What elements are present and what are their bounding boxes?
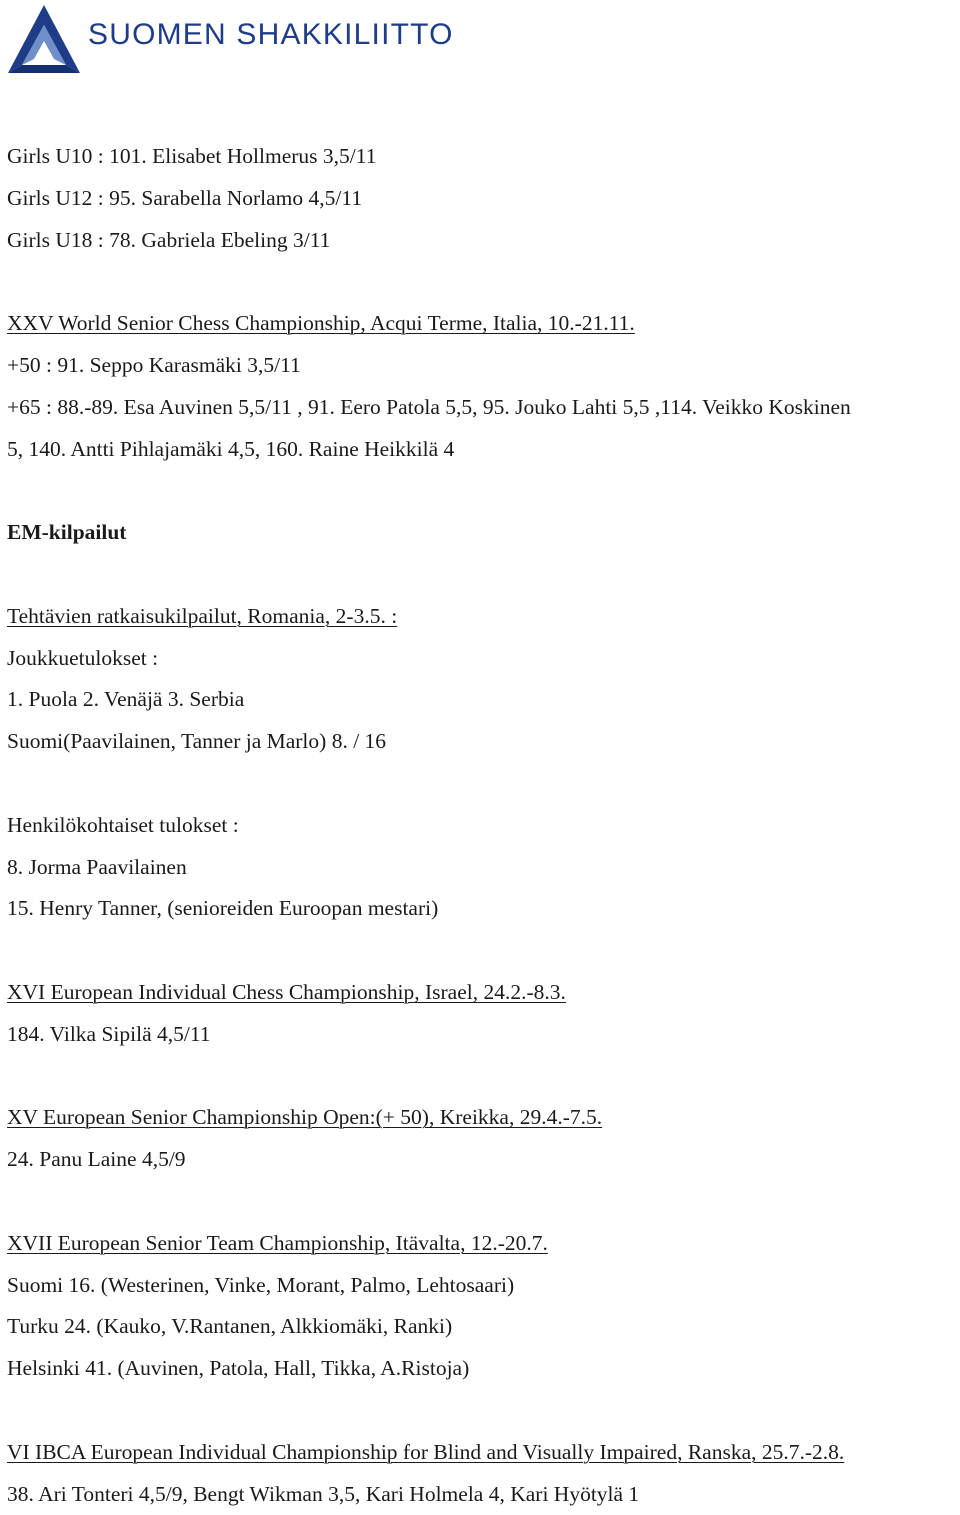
result-line: 5, 140. Antti Pihlajamäki 4,5, 160. Raine Heikkilä 4 <box>7 429 960 471</box>
result-line: 24. Panu Laine 4,5/9 <box>7 1139 960 1181</box>
result-line: Henkilökohtaiset tulokset : <box>7 805 960 847</box>
blank-line <box>7 930 960 972</box>
result-line: Helsinki 41. (Auvinen, Patola, Hall, Tikka, A.Ristoja) <box>7 1348 960 1390</box>
result-line: 8. Jorma Paavilainen <box>7 847 960 889</box>
result-line: Girls U12 : 95. Sarabella Norlamo 4,5/11 <box>7 178 960 220</box>
blank-line <box>7 1056 960 1098</box>
result-line: Girls U18 : 78. Gabriela Ebeling 3/11 <box>7 220 960 262</box>
result-line: 1. Puola 2. Venäjä 3. Serbia <box>7 679 960 721</box>
section-heading: Tehtävien ratkaisukilpailut, Romania, 2-3.5. : <box>7 596 960 638</box>
page-header <box>6 2 454 78</box>
result-line: Girls U10 : 101. Elisabet Hollmerus 3,5/11 <box>7 136 960 178</box>
result-line: Suomi 16. (Westerinen, Vinke, Morant, Palmo, Lehtosaari) <box>7 1265 960 1307</box>
result-line: +50 : 91. Seppo Karasmäki 3,5/11 <box>7 345 960 387</box>
section-heading: XXV World Senior Chess Championship, Acqui Terme, Italia, 10.-21.11. <box>7 303 960 345</box>
blank-line <box>7 554 960 596</box>
section-heading: XVI European Individual Chess Championship, Israel, 24.2.-8.3. <box>7 972 960 1014</box>
result-line: 38. Ari Tonteri 4,5/9, Bengt Wikman 3,5, Kari Holmela 4, Kari Hyötylä 1 <box>7 1474 960 1515</box>
blank-line <box>7 470 960 512</box>
section-heading: VI IBCA European Individual Championship for Blind and Visually Impaired, Ranska, 25.7.-2.8. <box>7 1432 960 1474</box>
section-heading: XVII European Senior Team Championship, Itävalta, 12.-20.7. <box>7 1223 960 1265</box>
section-heading: XV European Senior Championship Open:(+ 50), Kreikka, 29.4.-7.5. <box>7 1097 960 1139</box>
federation-name: SUOMEN SHAKKILIITTO <box>88 18 454 52</box>
blank-line <box>7 763 960 805</box>
result-line: Suomi(Paavilainen, Tanner ja Marlo) 8. / 16 <box>7 721 960 763</box>
blank-line <box>7 261 960 303</box>
blank-line <box>7 1181 960 1223</box>
result-line: Turku 24. (Kauko, V.Rantanen, Alkkiomäki, Ranki) <box>7 1306 960 1348</box>
document-body <box>7 136 960 1515</box>
bold-heading: EM-kilpailut <box>7 512 960 554</box>
result-line: 15. Henry Tanner, (senioreiden Euroopan mestari) <box>7 888 960 930</box>
result-line: 184. Vilka Sipilä 4,5/11 <box>7 1014 960 1056</box>
blank-line <box>7 1390 960 1432</box>
result-line: Joukkuetulokset : <box>7 638 960 680</box>
result-line: +65 : 88.-89. Esa Auvinen 5,5/11 , 91. Eero Patola 5,5, 95. Jouko Lahti 5,5 ,114. Veikko Koskinen <box>7 387 960 429</box>
chess-federation-logo-icon <box>6 3 82 77</box>
